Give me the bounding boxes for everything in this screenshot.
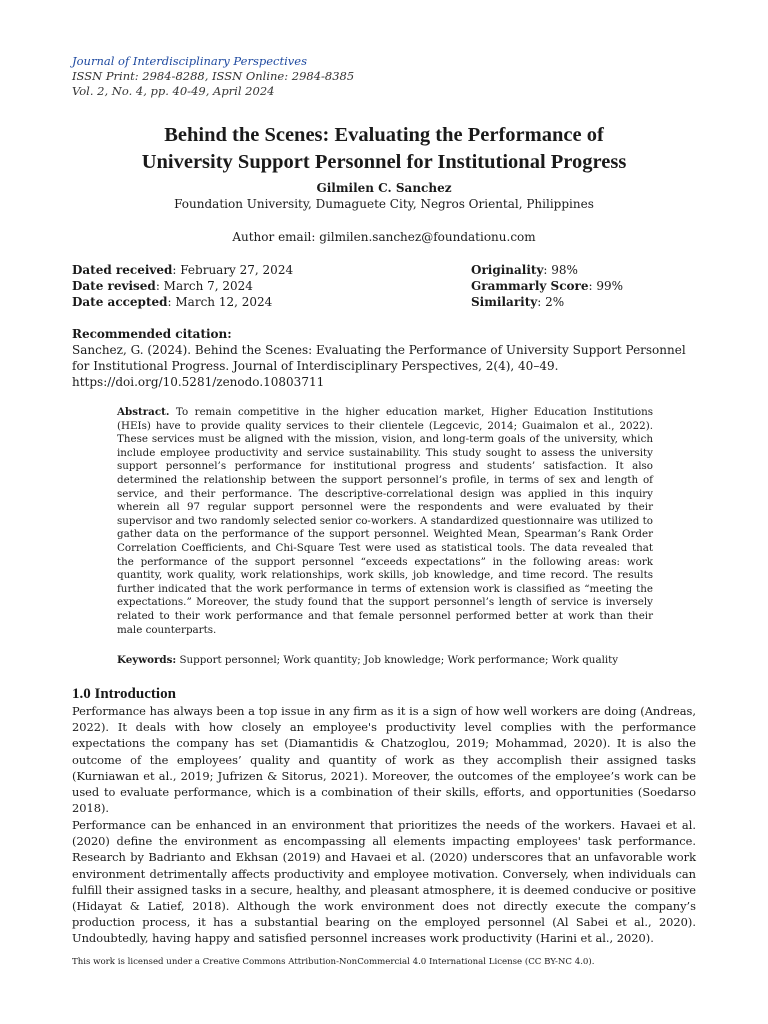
journal-volume: Vol. 2, No. 4, pp. 40-49, April 2024	[72, 84, 275, 98]
recommended-citation	[72, 326, 696, 390]
author-block	[0, 180, 768, 212]
author-email: Author email: gilmilen.sanchez@foundationu.com	[232, 230, 536, 244]
title-line-1: Behind the Scenes: Evaluating the Performance of	[164, 124, 604, 146]
date-accepted-value: : March 12, 2024	[167, 295, 273, 309]
keywords	[117, 653, 653, 667]
score-originality	[471, 262, 623, 278]
date-received	[72, 262, 293, 278]
originality-label: Originality	[471, 263, 544, 277]
author-name: Gilmilen C. Sanchez	[316, 181, 452, 195]
similarity-value: : 2%	[537, 295, 565, 309]
date-received-label: Dated received	[72, 263, 173, 277]
paper-title	[60, 122, 708, 176]
intro-paragraph-1: Performance has always been a top issue in any firm as it is a sign of how well workers are doing (Andreas, 2022). It deals with how closely an employee's productivity level complies with the performance expectations the company has set (Diamantidis & Chatzoglou, 2019; Mohammad, 2020). It is also the outcome of the employees’ quality and quantity of work as they accomplish their assigned tasks (Kurniawan et al., 2019; Jufrizen & Sitorus, 2021). Moreover, the outcomes of the employee’s work can be used to evaluate performance, which is a combination of their skills, efforts, and opportunities (Soedarso 2018).	[72, 704, 696, 816]
author-affiliation: Foundation University, Dumaguete City, Negros Oriental, Philippines	[174, 197, 594, 211]
similarity-label: Similarity	[471, 295, 538, 309]
score-similarity	[471, 294, 623, 310]
grammarly-value: : 99%	[588, 279, 624, 293]
date-revised	[72, 278, 293, 294]
license-footer: This work is licensed under a Creative Commons Attribution-NonCommercial 4.0 International License (CC BY-NC 4.0).	[72, 957, 595, 967]
date-accepted	[72, 294, 293, 310]
citation-label: Recommended citation:	[72, 327, 232, 341]
keywords-text: Support personnel; Work quantity; Job knowledge; Work performance; Work quality	[179, 654, 619, 666]
originality-value: : 98%	[543, 263, 578, 277]
dates-block	[72, 262, 293, 310]
date-received-value: : February 27, 2024	[172, 263, 294, 277]
scores-block	[471, 262, 623, 310]
journal-header	[72, 54, 354, 99]
date-revised-label: Date revised	[72, 279, 156, 293]
citation-doi-link[interactable]: https://doi.org/10.5281/zenodo.10803711	[72, 375, 325, 389]
abstract	[117, 406, 653, 637]
section-heading-introduction: 1.0 Introduction	[72, 686, 176, 702]
date-revised-value: : March 7, 2024	[155, 279, 253, 293]
date-accepted-label: Date accepted	[72, 295, 168, 309]
abstract-label: Abstract.	[117, 406, 170, 418]
grammarly-label: Grammarly Score	[471, 279, 589, 293]
citation-text: Sanchez, G. (2024). Behind the Scenes: Evaluating the Performance of University Support Personnel for Institutional Progress. Journal of Interdisciplinary Perspectives, 2(4), 40–49.	[72, 343, 686, 373]
journal-issn: ISSN Print: 2984-8288, ISSN Online: 2984-8385	[72, 69, 355, 83]
journal-name: Journal of Interdisciplinary Perspectives	[72, 54, 307, 68]
intro-paragraph-2: Performance can be enhanced in an environment that prioritizes the needs of the workers. Havaei et al. (2020) define the environment as encompassing all elements impacting employees' task performance. Research by Badrianto and Ekhsan (2019) and Havaei et al. (2020) underscores that an unfavorable work environment detrimentally affects productivity and employee motivation. Conversely, when individuals can fulfill their assigned tasks in a secure, healthy, and pleasant atmosphere, it is deemed conducive or positive (Hidayat & Latief, 2018). Although the work environment does not directly execute the company’s production process, it has a substantial bearing on the employed personnel (Al Sabei et al., 2020). Undoubtedly, having happy and satisfied personnel increases work productivity (Harini et al., 2020).	[72, 818, 696, 946]
keywords-label: Keywords:	[117, 654, 177, 666]
abstract-text: To remain competitive in the higher education market, Higher Education Institutions (HEIs) have to provide quality services to their clientele (Legcevic, 2014; Guaimalon et al., 2022). These services must be aligned with the mission, vision, and long-term goals of the university, which include employee productivity and service sustainability. This study sought to assess the university support personnel’s performance for institutional progress and students’ satisfaction. It also determined the relationship between the support personnel’s profile, in terms of sex and length of service, and their performance. The descriptive-correlational design was applied in this inquiry wherein all 97 regular support personnel were the respondents and were evaluated by their supervisor and two randomly selected senior co-workers. A standardized questionnaire was utilized to gather data on the performance of the support personnel. Weighted Mean, Spearman’s Rank Order Correlation Coefficients, and Chi-Square Test were used as statistical tools. The data revealed that the performance of the support personnel “exceeds expectations” in the following areas: work quantity, work quality, work relationships, work skills, job knowledge, and time record. The results further indicated that the work performance in terms of extension work is classified as “meeting the expectations.” Moreover, the study found that the support personnel’s length of service is inversely related to their work performance and that female personnel performed better at work than their male counterparts.	[117, 406, 653, 636]
score-grammarly	[471, 278, 623, 294]
title-line-2: University Support Personnel for Institutional Progress	[141, 151, 627, 173]
